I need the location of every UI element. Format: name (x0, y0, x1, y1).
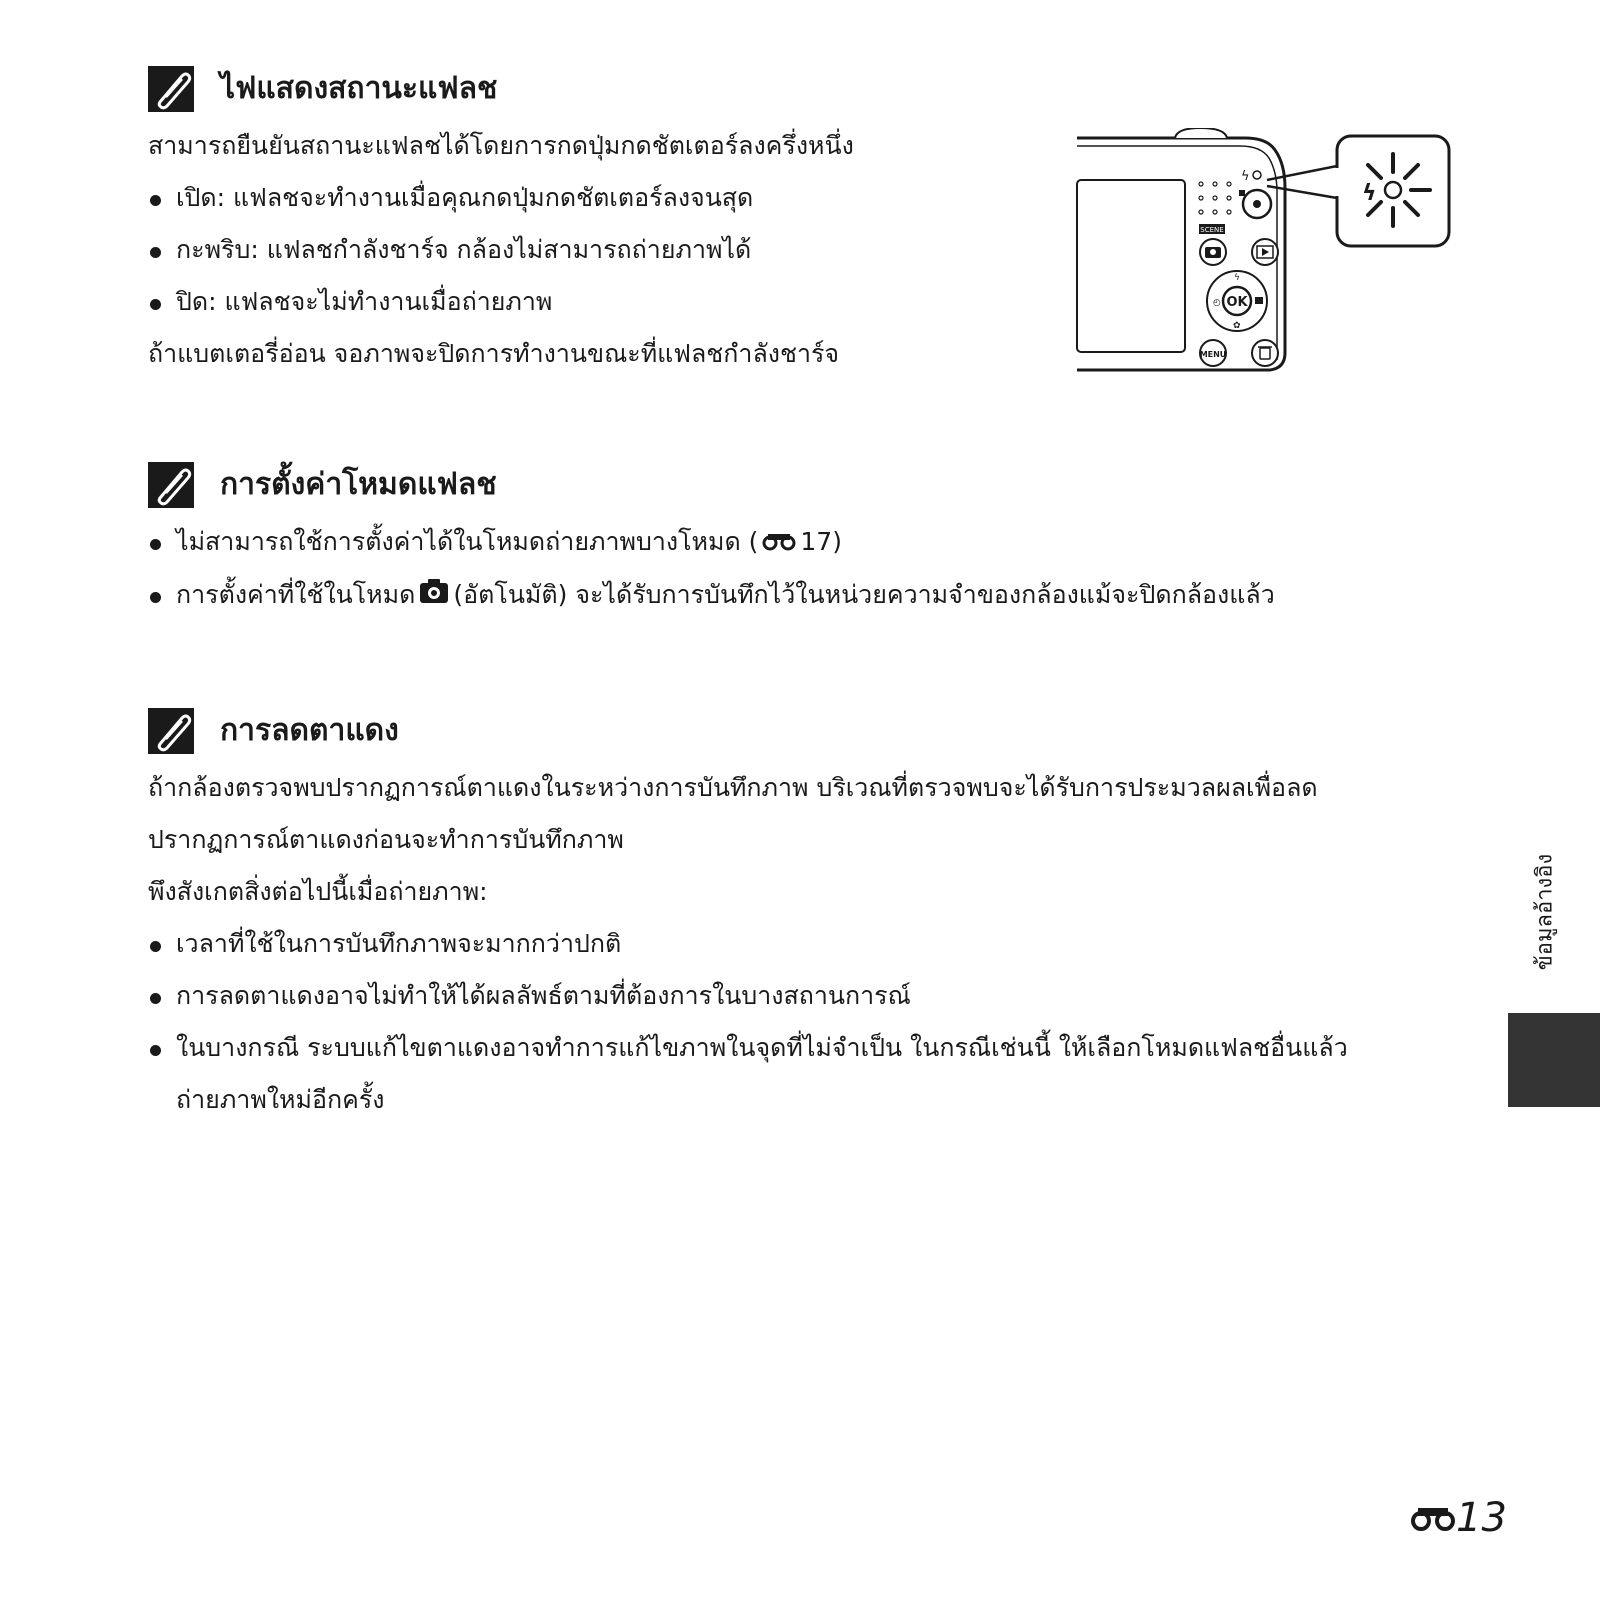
paragraph: ถ้ากล้องตรวจพบปรากฏการณ์ตาแดงในระหว่างการบันทึกภาพ บริเวณที่ตรวจพบจะได้รับการประมวลผลเพื่อลด (148, 773, 1318, 802)
paragraph: ถ้าแบตเตอรี่อ่อน จอภาพจะปิดการทำงานขณะที่แฟลชกำลังชาร์จ (148, 339, 840, 368)
svg-text:✿: ✿ (1233, 321, 1241, 331)
section-heading (148, 708, 1428, 756)
note-pencil-icon (148, 462, 194, 508)
list-item: เวลาที่ใช้ในการบันทึกภาพจะมากกว่าปกติ (148, 918, 1428, 970)
list-item-text-end: (อัตโนมัติ) จะได้รับการบันทึกไว้ในหน่วยความจำของกล้องแม้จะปิดกล้องแล้ว (453, 580, 1275, 609)
section-flash-mode-setting (148, 462, 1428, 622)
list-item: ปิด: แฟลชจะไม่ทำงานเมื่อถ่ายภาพ (148, 276, 1428, 328)
note-pencil-icon (148, 708, 194, 754)
svg-text:ϟ: ϟ (1241, 169, 1250, 184)
page-number (1410, 1495, 1507, 1545)
list-item-continuation: ถ่ายภาพใหม่อีกครั้ง (176, 1085, 385, 1114)
svg-text:ϟ: ϟ (1362, 181, 1377, 206)
auto-mode-camera-icon (419, 570, 449, 622)
section-red-eye-reduction (148, 708, 1428, 1126)
scene-label: SCENE (1200, 226, 1224, 234)
section-heading (148, 66, 1428, 114)
side-tab-marker (1508, 1013, 1600, 1107)
menu-label: MENU (1199, 350, 1227, 359)
list-item: เปิด: แฟลชจะทำงานเมื่อคุณกดปุ่มกดชัตเตอร์ลงจนสุด (148, 172, 1428, 224)
page-number-value: 13 (1456, 1495, 1507, 1541)
section-title: ไฟแสดงสถานะแฟลช (220, 71, 498, 106)
side-tab-label: ข้อมูลอ้างอิง (1532, 853, 1558, 971)
list-item: การลดตาแดงอาจไม่ทำให้ได้ผลลัพธ์ตามที่ต้องการในบางสถานการณ์ (148, 970, 1428, 1022)
list-item-text: การตั้งค่าที่ใช้ในโหมด (176, 580, 416, 609)
note-pencil-icon (148, 66, 194, 112)
camera-back-illustration (1075, 128, 1455, 388)
reference-binoculars-icon (762, 517, 796, 569)
section-title: การลดตาแดง (220, 713, 399, 748)
list-item: กะพริบ: แฟลชกำลังชาร์จ กล้องไม่สามารถถ่ายภาพได้ (148, 224, 1428, 276)
reference-binoculars-icon (1410, 1508, 1456, 1527)
list-item (148, 516, 1428, 569)
list-item (148, 569, 1428, 622)
list-item-text: ไม่สามารถใช้การตั้งค่าได้ในโหมดถ่ายภาพบางโหมด ( (176, 527, 759, 556)
svg-text:◴: ◴ (1213, 298, 1221, 308)
paragraph: สามารถยืนยันสถานะแฟลชได้โดยการกดปุ่มกดชัตเตอร์ลงครึ่งหนึ่ง (148, 131, 854, 160)
ok-label: OK (1226, 295, 1248, 310)
section-title: การตั้งค่าโหมดแฟลช (220, 467, 497, 502)
svg-text:ϟ: ϟ (1234, 273, 1240, 283)
list-item: ในบางกรณี ระบบแก้ไขตาแดงอาจทำการแก้ไขภาพในจุดที่ไม่จำเป็น ในกรณีเช่นนี้ ให้เลือกโหมดแฟลชอื่นแล้ว (148, 1022, 1428, 1074)
section-heading (148, 462, 1428, 510)
list-item-text-end: 17) (800, 527, 842, 556)
paragraph: พึงสังเกตสิ่งต่อไปนี้เมื่อถ่ายภาพ: (148, 877, 488, 906)
paragraph: ปรากฏการณ์ตาแดงก่อนจะทำการบันทึกภาพ (148, 825, 624, 854)
